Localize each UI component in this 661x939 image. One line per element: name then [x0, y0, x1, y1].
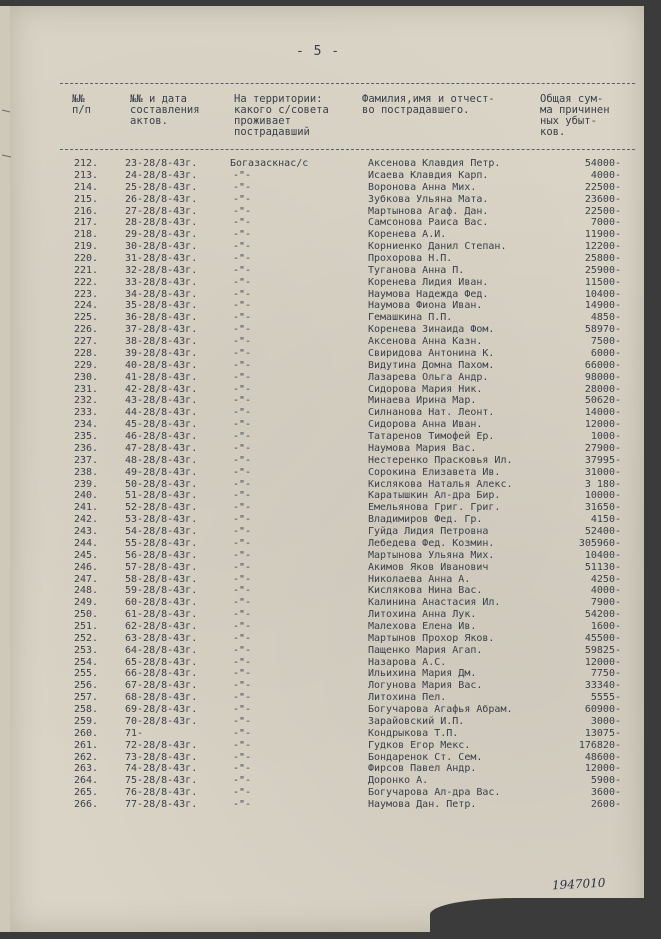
row-sum: 4150-	[590, 514, 621, 526]
header-col-name: Фамилия,имя и отчест- во пострадавшего.	[362, 93, 495, 116]
header-col-number: №№ п/п	[72, 93, 91, 116]
row-number: 217.	[74, 217, 99, 229]
row-name: Сорокина Елизавета Ив.	[368, 466, 501, 478]
row-territory: -"-	[233, 597, 252, 609]
row-act-date: 65-28/8-43г.	[125, 656, 198, 668]
row-act-date: 60-28/8-43г.	[125, 597, 198, 609]
row-number: 244.	[74, 537, 99, 549]
row-number: 234.	[74, 419, 99, 431]
row-territory: -"-	[233, 347, 252, 359]
row-number: 220.	[74, 253, 99, 264]
row-sum: 10400-	[584, 288, 621, 300]
row-name: Литохина Анна Лук.	[368, 609, 477, 621]
row-number: 219.	[74, 241, 99, 253]
row-name: Зарайовский И.П.	[368, 715, 465, 727]
row-act-date: 33-28/8-43г.	[125, 276, 198, 288]
row-sum: 14900-	[584, 300, 621, 312]
row-territory: -"-	[233, 336, 252, 347]
row-territory: -"-	[233, 217, 252, 229]
row-name: Наумова Дан. Петр.	[368, 799, 477, 810]
row-territory: -"-	[233, 383, 252, 395]
row-name: Пащенко Мария Агап.	[368, 644, 483, 656]
row-number: 228.	[74, 347, 99, 359]
row-act-date: 39-28/8-43г.	[125, 347, 198, 359]
row-sum: 51130-	[584, 561, 621, 573]
row-number: 216.	[74, 205, 99, 217]
row-territory: -"-	[233, 419, 252, 431]
row-name: Богучарова Агафья Абрам.	[368, 704, 513, 715]
row-sum: 54200-	[584, 609, 621, 621]
row-number: 260.	[74, 727, 99, 739]
row-sum: 37995-	[584, 454, 621, 466]
row-territory: -"-	[233, 526, 252, 537]
row-territory: -"-	[233, 241, 252, 253]
row-territory: -"-	[233, 181, 252, 193]
row-number: 232.	[74, 395, 99, 407]
row-territory: -"-	[233, 799, 252, 810]
row-sum: 3 180-	[584, 478, 621, 490]
row-act-date: 74-28/8-43г.	[125, 763, 198, 775]
row-act-date: 66-28/8-43г.	[125, 668, 198, 680]
row-act-date: 28-28/8-43г.	[125, 217, 198, 229]
row-sum: 3600-	[590, 787, 621, 799]
row-act-date: 61-28/8-43г.	[125, 609, 198, 621]
row-sum: 48600-	[584, 751, 621, 763]
row-name: Назарова А.С.	[368, 656, 447, 668]
row-number: 250.	[74, 609, 99, 621]
row-act-date: 27-28/8-43г.	[125, 205, 198, 217]
row-sum: 31650-	[584, 502, 621, 514]
row-sum: 4250-	[590, 573, 621, 585]
row-act-date: 47-28/8-43г.	[125, 442, 198, 454]
row-sum: 10000-	[584, 490, 621, 502]
row-sum: 50620-	[584, 395, 621, 407]
row-name: Лазарева Ольга Андр.	[368, 371, 489, 383]
row-territory: -"-	[233, 514, 252, 526]
row-number: 215.	[74, 193, 99, 205]
row-number: 226.	[74, 324, 99, 336]
row-act-date: 53-28/8-43г.	[125, 514, 198, 526]
header-col-sum: Общая сум- ма причинен ных убыт- ков.	[540, 93, 610, 138]
row-number: 214.	[74, 181, 99, 193]
row-act-date: 76-28/8-43г.	[125, 787, 198, 799]
row-act-date: 72-28/8-43г.	[125, 739, 198, 751]
row-name: Татаренов Тимофей Ер.	[368, 431, 495, 442]
row-number: 253.	[74, 644, 99, 656]
row-name: Мартынов Прохор Яков.	[368, 632, 495, 644]
row-act-date: 52-28/8-43г.	[125, 502, 198, 514]
row-name: Литохина Пел.	[368, 692, 447, 704]
row-name: Гемашкина П.П.	[368, 312, 453, 324]
row-act-date: 37-28/8-43г.	[125, 324, 198, 336]
row-territory: -"-	[233, 620, 252, 632]
row-name: Прохорова Н.П.	[368, 253, 453, 264]
row-sum: 33340-	[584, 680, 621, 692]
row-name: Ильихина Мария Дм.	[368, 668, 477, 680]
margin-marks	[0, 100, 12, 190]
row-territory: -"-	[233, 454, 252, 466]
row-territory: -"-	[233, 169, 252, 181]
row-name: Минаева Ирина Мар.	[368, 395, 477, 407]
row-act-date: 25-28/8-43г.	[125, 181, 198, 193]
row-name: Коренева Зинаида Фом.	[368, 324, 495, 336]
row-act-date: 26-28/8-43г.	[125, 193, 198, 205]
row-territory: -"-	[233, 371, 252, 383]
row-name: Сидорова Анна Иван.	[368, 419, 483, 431]
row-number: 265.	[74, 787, 99, 799]
row-sum: 54000-	[584, 158, 621, 169]
row-name: Силнанова Нат. Леонт.	[368, 407, 495, 419]
row-number: 225.	[74, 312, 99, 324]
row-number: 231.	[74, 383, 99, 395]
row-territory: -"-	[233, 205, 252, 217]
row-act-date: 49-28/8-43г.	[125, 466, 198, 478]
row-number: 227.	[74, 336, 99, 347]
row-territory: -"-	[233, 442, 252, 454]
row-act-date: 57-28/8-43г.	[125, 561, 198, 573]
row-number: 251.	[74, 620, 99, 632]
row-sum: 59825-	[584, 644, 621, 656]
row-number: 246.	[74, 561, 99, 573]
row-sum: 7500-	[590, 336, 621, 347]
row-territory: -"-	[233, 537, 252, 549]
row-act-date: 71-	[125, 727, 144, 739]
row-sum: 66000-	[584, 359, 621, 371]
row-sum: 13075-	[584, 727, 621, 739]
row-name: Мартынова Ульяна Мих.	[368, 549, 495, 561]
row-sum: 4850-	[590, 312, 621, 324]
row-sum: 12200-	[584, 241, 621, 253]
row-act-date: 62-28/8-43г.	[125, 620, 198, 632]
margin-marks-svg	[0, 100, 12, 190]
row-number: 235.	[74, 431, 99, 442]
row-territory: -"-	[233, 466, 252, 478]
row-sum: 305960-	[578, 537, 621, 549]
row-name: Коренева А.И.	[368, 229, 447, 241]
row-name: Зубкова Ульяна Мата.	[368, 193, 489, 205]
row-sum: 58970-	[584, 324, 621, 336]
row-territory: -"-	[233, 727, 252, 739]
row-territory: -"-	[233, 763, 252, 775]
row-act-date: 51-28/8-43г.	[125, 490, 198, 502]
row-territory: -"-	[233, 573, 252, 585]
row-territory: -"-	[233, 549, 252, 561]
row-territory: -"-	[233, 359, 252, 371]
row-number: 238.	[74, 466, 99, 478]
row-number: 247.	[74, 573, 99, 585]
row-name: Туганова Анна П.	[368, 264, 465, 276]
row-territory: -"-	[233, 775, 252, 787]
row-name: Наумова Фиона Иван.	[368, 300, 483, 312]
row-name: Корниенко Данил Степан.	[368, 241, 507, 253]
header-col-date: №№ и дата составления актов.	[130, 93, 200, 127]
row-name: Видутина Домна Пахом.	[368, 359, 495, 371]
row-sum: 23600-	[584, 193, 621, 205]
row-act-date: 43-28/8-43г.	[125, 395, 198, 407]
row-name: Лебедева Фед. Козмин.	[368, 537, 495, 549]
row-territory: -"-	[233, 502, 252, 514]
row-number: 221.	[74, 264, 99, 276]
row-act-date: 29-28/8-43г.	[125, 229, 198, 241]
row-territory: Богазаскнас/с	[230, 158, 309, 169]
paper-tear	[430, 898, 644, 939]
row-name: Наумова Мария Вас.	[368, 442, 477, 454]
row-sum: 98000-	[584, 371, 621, 383]
row-sum: 7900-	[590, 597, 621, 609]
row-territory: -"-	[233, 324, 252, 336]
header-top-rule	[60, 83, 635, 84]
row-act-date: 40-28/8-43г.	[125, 359, 198, 371]
row-number: 224.	[74, 300, 99, 312]
row-name: Свиридова Антонина К.	[368, 347, 495, 359]
row-sum: 4000-	[590, 169, 621, 181]
row-territory: -"-	[233, 715, 252, 727]
row-act-date: 54-28/8-43г.	[125, 526, 198, 537]
row-territory: -"-	[233, 561, 252, 573]
row-act-date: 41-28/8-43г.	[125, 371, 198, 383]
row-sum: 7750-	[590, 668, 621, 680]
row-number: 229.	[74, 359, 99, 371]
row-name: Нестеренко Прасковья Ил.	[368, 454, 513, 466]
row-number: 213.	[74, 169, 99, 181]
row-act-date: 70-28/8-43г.	[125, 715, 198, 727]
row-territory: -"-	[233, 751, 252, 763]
row-act-date: 32-28/8-43г.	[125, 264, 198, 276]
page-number: - 5 -	[296, 44, 341, 59]
row-name: Воронова Анна Мих.	[368, 181, 477, 193]
row-act-date: 42-28/8-43г.	[125, 383, 198, 395]
row-name: Наумова Надежда Фед.	[368, 288, 489, 300]
row-sum: 176820-	[578, 739, 621, 751]
row-sum: 12000-	[584, 419, 621, 431]
header-col-territory: На территории: какого с/совета проживает пострадавший	[234, 93, 329, 138]
row-name: Николаева Анна А.	[368, 573, 471, 585]
row-number: 237.	[74, 454, 99, 466]
row-act-date: 48-28/8-43г.	[125, 454, 198, 466]
row-sum: 52400-	[584, 526, 621, 537]
row-name: Калинина Анастасия Ил.	[368, 597, 501, 609]
row-number: 249.	[74, 597, 99, 609]
row-territory: -"-	[233, 668, 252, 680]
row-name: Аксенова Клавдия Петр.	[368, 158, 501, 169]
row-territory: -"-	[233, 407, 252, 419]
row-territory: -"-	[233, 680, 252, 692]
row-territory: -"-	[233, 431, 252, 442]
row-sum: 27900-	[584, 442, 621, 454]
row-name: Кислякова Наталья Алекс.	[368, 478, 513, 490]
row-name: Акимов Яков Иванович	[368, 561, 489, 573]
row-name: Коренева Лидия Иван.	[368, 276, 489, 288]
row-act-date: 58-28/8-43г.	[125, 573, 198, 585]
row-territory: -"-	[233, 739, 252, 751]
row-territory: -"-	[233, 609, 252, 621]
document-page	[10, 6, 644, 932]
row-act-date: 63-28/8-43г.	[125, 632, 198, 644]
row-act-date: 68-28/8-43г.	[125, 692, 198, 704]
row-number: 263.	[74, 763, 99, 775]
row-territory: -"-	[233, 276, 252, 288]
row-territory: -"-	[233, 704, 252, 715]
row-sum: 31000-	[584, 466, 621, 478]
row-sum: 45500-	[584, 632, 621, 644]
row-territory: -"-	[233, 395, 252, 407]
row-sum: 25900-	[584, 264, 621, 276]
row-number: 212.	[74, 158, 99, 169]
row-territory: -"-	[233, 787, 252, 799]
row-name: Каратышкин Ал-дра Бир.	[368, 490, 501, 502]
row-territory: -"-	[233, 288, 252, 300]
row-act-date: 77-28/8-43г.	[125, 799, 198, 810]
row-act-date: 30-28/8-43г.	[125, 241, 198, 253]
row-number: 242.	[74, 514, 99, 526]
row-sum: 28000-	[584, 383, 621, 395]
row-act-date: 69-28/8-43г.	[125, 704, 198, 715]
row-act-date: 36-28/8-43г.	[125, 312, 198, 324]
row-act-date: 35-28/8-43г.	[125, 300, 198, 312]
row-act-date: 45-28/8-43г.	[125, 419, 198, 431]
row-act-date: 38-28/8-43г.	[125, 336, 198, 347]
row-number: 261.	[74, 739, 99, 751]
row-act-date: 59-28/8-43г.	[125, 585, 198, 597]
row-name: Самсонова Раиса Вас.	[368, 217, 489, 229]
row-name: Мартынова Агаф. Дан.	[368, 205, 489, 217]
archive-number: 1947010	[551, 875, 606, 893]
row-name: Кислякова Нина Вас.	[368, 585, 483, 597]
row-act-date: 24-28/8-43г.	[125, 169, 198, 181]
row-sum: 7000-	[590, 217, 621, 229]
row-number: 252.	[74, 632, 99, 644]
row-territory: -"-	[233, 264, 252, 276]
row-territory: -"-	[233, 490, 252, 502]
row-name: Бондаренок Ст. Сем.	[368, 751, 483, 763]
row-name: Емельянова Григ. Григ.	[368, 502, 501, 514]
row-number: 259.	[74, 715, 99, 727]
row-name: Аксенова Анна Казн.	[368, 336, 483, 347]
row-number: 223.	[74, 288, 99, 300]
row-number: 257.	[74, 692, 99, 704]
row-sum: 12000-	[584, 656, 621, 668]
row-sum: 2600-	[590, 799, 621, 810]
row-sum: 12000-	[584, 763, 621, 775]
row-territory: -"-	[233, 253, 252, 264]
row-number: 222.	[74, 276, 99, 288]
row-number: 236.	[74, 442, 99, 454]
row-territory: -"-	[233, 478, 252, 490]
row-name: Фирсов Павел Андр.	[368, 763, 477, 775]
row-sum: 10400-	[584, 549, 621, 561]
row-number: 241.	[74, 502, 99, 514]
row-name: Богучарова Ал-дра Вас.	[368, 787, 501, 799]
row-act-date: 55-28/8-43г.	[125, 537, 198, 549]
row-sum: 14000-	[584, 407, 621, 419]
row-number: 262.	[74, 751, 99, 763]
row-act-date: 73-28/8-43г.	[125, 751, 198, 763]
row-sum: 4000-	[590, 585, 621, 597]
row-number: 243.	[74, 526, 99, 537]
row-number: 264.	[74, 775, 99, 787]
row-sum: 5900-	[590, 775, 621, 787]
row-sum: 3000-	[590, 715, 621, 727]
row-act-date: 50-28/8-43г.	[125, 478, 198, 490]
row-territory: -"-	[233, 632, 252, 644]
row-territory: -"-	[233, 656, 252, 668]
row-territory: -"-	[233, 229, 252, 241]
row-number: 256.	[74, 680, 99, 692]
row-act-date: 46-28/8-43г.	[125, 431, 198, 442]
row-act-date: 31-28/8-43г.	[125, 253, 198, 264]
row-sum: 1000-	[590, 431, 621, 442]
row-number: 233.	[74, 407, 99, 419]
row-name: Кондрыкова Т.П.	[368, 727, 459, 739]
row-number: 245.	[74, 549, 99, 561]
row-sum: 11900-	[584, 229, 621, 241]
row-sum: 11500-	[584, 276, 621, 288]
row-name: Сидорова Мария Ник.	[368, 383, 483, 395]
row-act-date: 44-28/8-43г.	[125, 407, 198, 419]
row-territory: -"-	[233, 692, 252, 704]
row-name: Доронко А.	[368, 775, 429, 787]
row-act-date: 67-28/8-43г.	[125, 680, 198, 692]
row-sum: 5555-	[590, 692, 621, 704]
row-territory: -"-	[233, 585, 252, 597]
row-number: 258.	[74, 704, 99, 715]
row-number: 266.	[74, 799, 99, 810]
row-number: 230.	[74, 371, 99, 383]
row-name: Исаева Клавдия Карп.	[368, 169, 489, 181]
row-name: Малехова Елена Ив.	[368, 620, 477, 632]
row-act-date: 34-28/8-43г.	[125, 288, 198, 300]
row-act-date: 56-28/8-43г.	[125, 549, 198, 561]
row-act-date: 23-28/8-43г.	[125, 158, 198, 169]
row-sum: 6000-	[590, 347, 621, 359]
row-name: Гуйда Лидия Петровна	[368, 526, 489, 537]
row-number: 255.	[74, 668, 99, 680]
row-number: 240.	[74, 490, 99, 502]
row-territory: -"-	[233, 300, 252, 312]
row-number: 254.	[74, 656, 99, 668]
row-number: 218.	[74, 229, 99, 241]
row-act-date: 75-28/8-43г.	[125, 775, 198, 787]
row-name: Гудков Егор Мекс.	[368, 739, 471, 751]
row-sum: 25800-	[584, 253, 621, 264]
row-sum: 1600-	[590, 620, 621, 632]
header-bottom-rule	[60, 149, 635, 150]
row-territory: -"-	[233, 644, 252, 656]
row-number: 239.	[74, 478, 99, 490]
row-name: Владимиров Фед. Гр.	[368, 514, 483, 526]
row-sum: 60900-	[584, 704, 621, 715]
row-sum: 22500-	[584, 205, 621, 217]
row-act-date: 64-28/8-43г.	[125, 644, 198, 656]
row-name: Логунова Мария Вас.	[368, 680, 483, 692]
row-number: 248.	[74, 585, 99, 597]
row-territory: -"-	[233, 193, 252, 205]
row-territory: -"-	[233, 312, 252, 324]
row-sum: 22500-	[584, 181, 621, 193]
